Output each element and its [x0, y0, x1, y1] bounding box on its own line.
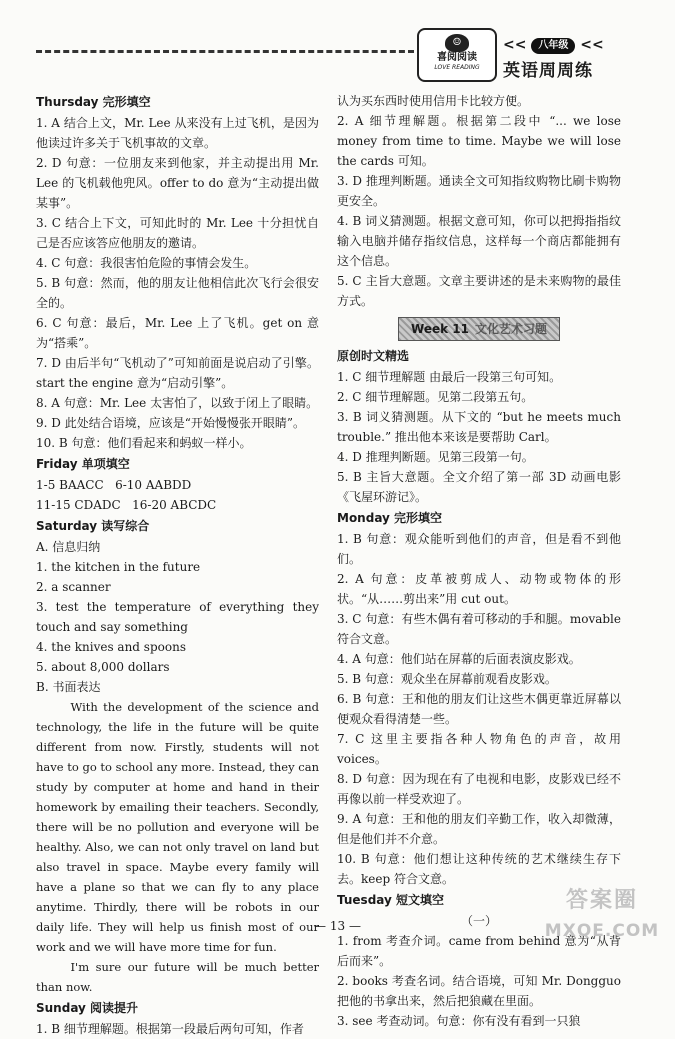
answer-item: 2. C 细节理解题。见第二段第五句。	[337, 390, 534, 404]
answer-item: 8. D 句意：因为现在有了电视和电影，皮影戏已经不再像以前一样受欢迎了。	[337, 772, 621, 806]
saturday-heading: Saturday 读写综合	[36, 519, 150, 533]
answer-item: 2. A 句意：皮革被剪成人、动物或物体的形状。“从……剪出来”用 cut out。	[337, 572, 621, 606]
grade-badge: 八年级	[531, 38, 575, 54]
watermark-cn: 答案圈	[565, 888, 638, 913]
answer-item: 1. A 结合上文，Mr. Lee 从来没有上过飞机，是因为他读过许多关于飞机事故的文章。	[36, 116, 319, 150]
answer-item: 3. see 考查动词。句意：你有没有看到一只狼	[337, 1014, 581, 1028]
answer-item: 4. C 句意：我很害怕危险的事情会发生。	[36, 256, 257, 270]
answer-item: 1. the kitchen in the future	[36, 560, 201, 574]
answer-item: 5. B 主旨大意题。全文介绍了第一部 3D 动画电影《飞屋环游记》。	[337, 470, 621, 504]
tuesday-section-label: （一）	[460, 914, 497, 928]
answer-item: 3. test the temperature of everything they touch and say something	[36, 600, 319, 634]
answer-item: 1. B 细节理解题。根据第一段最后两句可知，作者	[36, 1022, 304, 1036]
answer-item: 1. C 细节理解题 由最后一段第三句可知。	[337, 370, 562, 384]
answer-item: 10. B 句意：他们看起来和蚂蚁一样小。	[36, 436, 252, 450]
answer-line: 1-5 BAACC 6-10 AABDD	[36, 478, 192, 492]
friday-heading: Friday 单项填空	[36, 457, 130, 471]
answer-item: 9. D 此处结合语境，应该是“开始慢慢张开眼睛”。	[36, 416, 305, 430]
answer-item: 7. D 由后半句“飞机动了”可知前面是说启动了引擎。start the engine 意为“启动引擎”。	[36, 356, 319, 390]
friday-answers	[36, 475, 319, 515]
essay-paragraph: With the development of the science and technology, the life in the future will be quite different from now. Firstly, students will not have to go to school any more. Instead, they can study by computer at home and hand in their homework by emailing their teachers. Secondly, there will be no pollution and everyone will be healthy. Also, we can not only travel on land but also travel in space. Maybe every family will have a plane so that we can fly to any place anytime. Thirdly, there will be robots in our daily life. They will help us finish most of our work and we will have more time for fun.	[36, 700, 319, 954]
love-reading-logo	[417, 28, 497, 82]
watermark-en: MXQE.COM	[544, 921, 660, 941]
answer-item: 5. about 8,000 dollars	[36, 660, 170, 674]
answer-item: 3. D 推理判断题。通读全文可知指纹购物比刷卡购物更安全。	[337, 174, 621, 208]
answer-item: 4. the knives and spoons	[36, 640, 186, 654]
week-banner-wrap	[337, 317, 621, 341]
answer-item: 5. B 句意：观众坐在屏幕前观看皮影戏。	[337, 672, 557, 686]
grade-row	[503, 36, 643, 54]
answer-item: 4. B 词义猜测题。根据文意可知，你可以把拇指指纹输入电脑并储存指纹信息，这样每一个商店都能拥有这个信息。	[337, 214, 621, 268]
answer-item: 3. C 结合上下文，可知此时的 Mr. Lee 十分担忧自己是否应该答应他朋友的邀请。	[36, 216, 319, 250]
original-reading-answers	[337, 367, 621, 507]
answer-item: 5. C 主旨大意题。文章主要讲述的是未来购物的最佳方式。	[337, 274, 621, 308]
answer-item: 2. books 考查名词。结合语境，可知 Mr. Dongguo 把他的书拿出来，然后把狼藏在里面。	[337, 974, 621, 1008]
thursday-answers	[36, 113, 319, 453]
page-header	[0, 0, 675, 86]
logo-cn-text: 喜阅阅读	[437, 52, 477, 63]
saturday-part-a-title: A. 信息归纳	[36, 540, 101, 554]
week-banner	[398, 317, 560, 341]
chevrons-right-icon: <<	[580, 37, 604, 53]
answer-item: 2. D 句意：一位朋友来到他家，并主动提出用 Mr. Lee 的飞机载他兜风。offer to do 意为“主动提出做某事”。	[36, 156, 319, 210]
original-reading-heading: 原创时文精选	[337, 349, 410, 363]
monday-heading: Monday 完形填空	[337, 511, 443, 525]
answer-item: 3. B 词义猜测题。从下文的 “but he meets much trouble.” 推出他本来该是要帮助 Carl。	[337, 410, 621, 444]
answer-item: 2. A 细节理解题。根据第二段中 “... we lose money from time to time. Maybe we will lose the cards 可知。	[337, 114, 621, 168]
answer-item: 9. A 句意：王和他的朋友们辛勤工作，收入却微薄，但是他们并不介意。	[337, 812, 621, 846]
answer-item: 10. B 句意：他们想让这种传统的艺术继续生存下去。keep 符合文意。	[337, 852, 621, 886]
answer-item: 1. from 考查介词。came from behind 意为“从背后而来”。	[337, 934, 621, 968]
book-heart-icon: ☺	[445, 34, 469, 52]
answer-item: 6. B 句意：王和他的朋友们让这些木偶更靠近屏幕以便观众看得清楚一些。	[337, 692, 621, 726]
answer-item: 3. C 句意：有些木偶有着可移动的手和腿。movable 符合文意。	[337, 612, 621, 646]
thursday-heading: Thursday 完形填空	[36, 95, 151, 109]
answer-item: 2. a scanner	[36, 580, 111, 594]
sunday-heading: Sunday 阅读提升	[36, 1001, 139, 1015]
brand-title: 英语周周练	[503, 61, 593, 81]
left-column	[36, 91, 319, 1039]
saturday-answers	[36, 557, 319, 677]
answer-item: 8. A 句意：Mr. Lee 太害怕了，以致于闭上了眼睛。	[36, 396, 319, 410]
page-number: — 13 —	[314, 919, 361, 933]
header-dashed-rule	[36, 50, 414, 53]
sunday-answers-continued	[337, 91, 621, 311]
answer-item: 认为买东西时使用信用卡比较方便。	[337, 94, 530, 108]
answer-item: 4. D 推理判断题。见第三段第一句。	[337, 450, 534, 464]
answer-line: 11-15 CDADC 16-20 ABCDC	[36, 498, 217, 512]
watermark-logo	[532, 886, 672, 950]
tuesday-heading: Tuesday 短文填空	[337, 893, 445, 907]
week-banner-label: Week 11	[411, 322, 469, 336]
answer-item: 4. A 句意：他们站在屏幕的后面表演皮影戏。	[337, 652, 581, 666]
answer-item: 7. C 这里主要指各种人物角色的声音，故用 voices。	[337, 732, 621, 766]
saturday-part-b-title: B. 书面表达	[36, 680, 101, 694]
answer-item: 5. B 句意：然而，他的朋友让他相信此次飞行会很安全的。	[36, 276, 319, 310]
week-banner-subtitle: 文化艺术习题	[474, 322, 547, 336]
answer-item: 6. C 句意：最后，Mr. Lee 上了飞机。get on 意为“搭乘”。	[36, 316, 319, 350]
answer-item: 1. B 句意：观众能听到他们的声音，但是看不到他们。	[337, 532, 621, 566]
logo-en-text: LOVE READING	[434, 64, 480, 71]
essay-paragraph: I'm sure our future will be much better than now.	[36, 960, 319, 994]
writing-essay	[36, 697, 319, 997]
sunday-answers	[36, 1019, 319, 1039]
chevrons-left-icon: <<	[503, 37, 527, 53]
monday-answers	[337, 529, 621, 889]
